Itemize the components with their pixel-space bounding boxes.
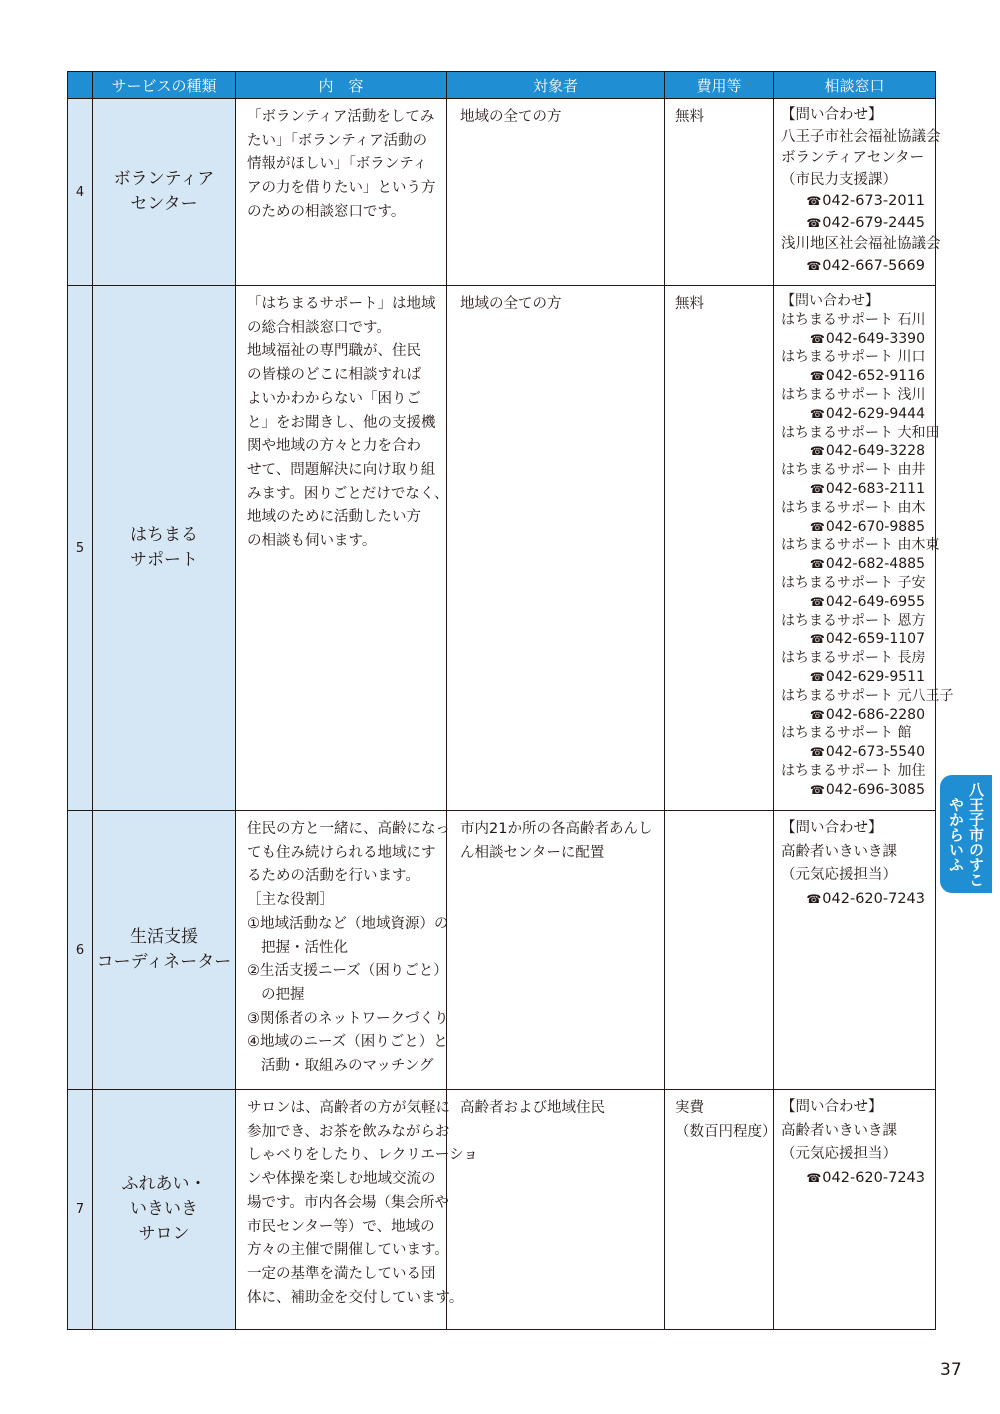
row-number: 4	[68, 99, 93, 286]
cost-line: （数百円程度）	[675, 1123, 777, 1140]
contact-phone	[781, 256, 927, 278]
contact-name: はちまるサポート 大和田	[781, 424, 940, 441]
table-row	[68, 286, 936, 811]
service-cost	[665, 286, 774, 811]
phone-icon: ☎	[809, 519, 825, 534]
phone-icon: ☎	[809, 369, 825, 384]
page-number: 37	[940, 1360, 962, 1380]
table-row	[68, 99, 936, 286]
phone-number: 042-667-5669	[822, 257, 925, 274]
content-line: 情報がほしい」「ボランティ	[247, 156, 428, 173]
phone-number: 042-620-7243	[822, 891, 925, 908]
contact-name: はちまるサポート 加住	[781, 762, 926, 779]
phone-number: 042-620-7243	[822, 1170, 925, 1187]
phone-number: 042-649-3390	[825, 330, 925, 347]
phone-icon: ☎	[809, 481, 825, 496]
service-content	[236, 286, 447, 811]
contact-name: （元気応援担当）	[781, 1146, 897, 1163]
service-contact	[774, 99, 941, 286]
phone-icon: ☎	[806, 215, 822, 230]
content-line: ［主な役割］	[247, 892, 334, 909]
content-line: ④地域のニーズ（困りごと）と	[247, 1034, 448, 1051]
content-line: ンや体操を楽しむ地域交流の	[247, 1171, 436, 1188]
service-name-line: ボランティア	[113, 169, 215, 189]
service-contact	[774, 286, 954, 811]
phone-icon: ☎	[809, 632, 825, 647]
contact-phone	[781, 593, 927, 612]
contact-name: 八王子市社会福祉協議会	[781, 128, 941, 145]
content-line: 方々の主催で開催しています。	[247, 1242, 449, 1259]
content-line: 一定の基準を満たしている団	[247, 1265, 436, 1282]
contact-name: 浅川地区社会福祉協議会	[781, 236, 941, 252]
contact-phone	[781, 555, 927, 574]
contact-name: 高齢者いきいき課	[781, 843, 897, 860]
content-line: るための活動を行います。	[247, 868, 420, 885]
content-line: ても住み続けられる地域にす	[247, 844, 436, 861]
contact-name: はちまるサポート 川口	[781, 349, 926, 366]
service-contact	[774, 1090, 936, 1330]
contact-name: はちまるサポート 由木	[781, 499, 926, 516]
contact-heading: 【問い合わせ】	[781, 107, 883, 123]
service-target	[447, 99, 665, 286]
service-name	[93, 286, 236, 811]
content-line: の相談も伺います。	[247, 533, 377, 550]
phone-number: 042-696-3085	[825, 781, 925, 798]
content-line: 体に、補助金を交付しています。	[247, 1289, 464, 1306]
content-line: 活動・取組みのマッチング	[261, 1058, 434, 1075]
contact-name: 高齢者いきいき課	[781, 1122, 897, 1139]
contact-heading: 【問い合わせ】	[781, 1099, 883, 1115]
content-line: しゃべりをしたり、レクリエーショ	[247, 1147, 478, 1164]
content-line: 地域のために活動したい方	[247, 509, 421, 526]
service-name-line: いきいき	[130, 1199, 198, 1219]
phone-icon: ☎	[809, 669, 825, 684]
service-cost	[665, 811, 774, 1090]
service-name	[93, 99, 236, 286]
service-name-line: サロン	[138, 1224, 190, 1244]
content-line: ②生活支援ニーズ（困りごと）	[247, 963, 448, 980]
services-table	[67, 71, 954, 1330]
phone-number: 042-673-5540	[825, 744, 925, 761]
content-line: 場です。市内各会場（集会所や	[247, 1194, 449, 1211]
phone-number: 042-673-2011	[822, 193, 925, 209]
contact-heading: 【問い合わせ】	[781, 293, 879, 309]
service-name	[93, 811, 236, 1090]
phone-icon: ☎	[809, 406, 825, 421]
content-line: ③関係者のネットワークづくり	[247, 1010, 449, 1027]
cost-line: 無料	[675, 109, 704, 125]
target-line: 地域の全ての方	[460, 296, 562, 312]
phone-icon: ☎	[806, 892, 822, 907]
content-line: アの力を借りたい」という方	[247, 180, 436, 197]
content-line: の皆様のどこに相談すれば	[247, 367, 421, 384]
contact-phone	[781, 330, 927, 349]
phone-number: 042-670-9885	[825, 518, 925, 535]
phone-icon: ☎	[809, 745, 825, 760]
contact-phone	[781, 405, 927, 424]
contact-phone	[781, 668, 927, 687]
contact-name: はちまるサポート 恩方	[781, 612, 926, 629]
contact-name: はちまるサポート 子安	[781, 574, 926, 591]
content-line: 把握・活性化	[261, 939, 348, 956]
table-header	[68, 72, 936, 99]
contact-name: はちまるサポート 由井	[781, 462, 926, 479]
phone-icon: ☎	[806, 1171, 822, 1186]
content-line: の把握	[261, 986, 305, 1003]
contact-phone	[781, 367, 927, 386]
service-target	[447, 811, 665, 1090]
content-line: サロンは、高齢者の方が気軽に	[247, 1100, 450, 1116]
phone-icon: ☎	[806, 258, 822, 273]
header-service-type: サービスの種類	[93, 72, 236, 99]
contact-name: （市民力支援課）	[781, 171, 897, 188]
contact-name: はちまるサポート 由木東	[781, 537, 940, 554]
table-body	[68, 99, 954, 1330]
phone-icon: ☎	[809, 557, 825, 572]
header-contact: 相談窓口	[774, 72, 936, 99]
contact-name: （元気応援担当）	[781, 867, 897, 884]
header-content: 内 容	[236, 72, 447, 99]
content-line: たい」「ボランティア活動の	[247, 132, 428, 149]
service-name-line: コーディネーター	[96, 952, 232, 972]
phone-number: 042-683-2111	[825, 480, 925, 497]
target-line: ん相談センターに配置	[460, 844, 605, 861]
phone-number: 042-649-3228	[825, 443, 925, 460]
content-line: 「はちまるサポート」は地域	[247, 296, 436, 312]
phone-number: 042-629-9511	[825, 668, 925, 685]
contact-phone	[781, 1167, 927, 1191]
content-line: 地域福祉の専門職が、住民	[247, 343, 421, 360]
service-name-line: センター	[130, 194, 198, 214]
service-contact	[774, 811, 936, 1090]
content-line: 「ボランティア活動をしてみ	[247, 109, 435, 125]
contact-phone	[781, 781, 927, 800]
contact-phone	[781, 888, 927, 912]
phone-number: 042-652-9116	[825, 368, 925, 385]
contact-phone	[781, 743, 927, 762]
contact-phone	[781, 442, 927, 461]
phone-icon: ☎	[809, 707, 825, 722]
header-number	[68, 72, 93, 99]
contact-name: はちまるサポート 館	[781, 725, 912, 742]
contact-heading: 【問い合わせ】	[781, 820, 883, 836]
content-line: のための相談窓口です。	[247, 203, 406, 220]
service-target	[447, 286, 665, 811]
content-line: せて、問題解決に向け取り組	[247, 461, 436, 478]
service-content	[236, 1090, 478, 1330]
service-name-line: サポート	[130, 550, 198, 570]
content-line: ①地域活動など（地域資源）の	[247, 915, 449, 932]
target-line: 市内21か所の各高齢者あんし	[460, 821, 653, 837]
table-row	[68, 811, 936, 1090]
phone-icon: ☎	[809, 331, 825, 346]
contact-name: はちまるサポート 長房	[781, 650, 926, 667]
contact-phone	[781, 191, 927, 213]
contact-phone	[781, 706, 927, 725]
content-line: 市民センター等）で、地域の	[247, 1218, 435, 1235]
phone-number: 042-649-6955	[825, 593, 925, 610]
service-name-line: ふれあい・	[121, 1174, 207, 1194]
content-line: みます。困りごとだけでなく、	[247, 485, 449, 502]
content-line: よいかわからない「困りご	[247, 390, 421, 407]
service-content	[236, 99, 447, 286]
content-line: と」をお聞きし、他の支援機	[247, 414, 436, 431]
header-cost: 費用等	[665, 72, 774, 99]
cost-line: 実費	[675, 1100, 704, 1116]
content-line: の総合相談窓口です。	[247, 319, 391, 336]
contact-name: はちまるサポート 元八王子	[781, 687, 954, 704]
cost-line: 無料	[675, 296, 704, 312]
target-line: 高齢者および地域住民	[460, 1100, 605, 1116]
row-number: 6	[68, 811, 93, 1090]
content-line: 住民の方と一緒に、高齢になっ	[247, 821, 450, 837]
service-cost	[665, 1090, 777, 1330]
phone-icon: ☎	[809, 782, 825, 797]
phone-number: 042-679-2445	[822, 214, 925, 231]
contact-name: ボランティアセンター	[781, 150, 925, 166]
content-line: 参加でき、お茶を飲みながらお	[247, 1123, 450, 1140]
row-number: 7	[68, 1090, 93, 1330]
content-line: 関や地域の方々と力を合わ	[247, 438, 421, 455]
row-number: 5	[68, 286, 93, 811]
service-name-line: 生活支援	[130, 927, 198, 947]
phone-icon: ☎	[809, 444, 825, 459]
table-row	[68, 1090, 936, 1330]
contact-name: はちまるサポート 浅川	[781, 386, 926, 403]
side-tab: 八王子市のすこやからいふ	[940, 775, 992, 893]
service-cost	[665, 99, 774, 286]
contact-phone	[781, 480, 927, 499]
header-target: 対象者	[447, 72, 665, 99]
phone-icon: ☎	[809, 594, 825, 609]
phone-number: 042-659-1107	[825, 631, 925, 648]
service-content	[236, 811, 450, 1090]
service-name-line: はちまる	[130, 525, 198, 545]
contact-name: はちまるサポート 石川	[781, 311, 926, 328]
target-line: 地域の全ての方	[460, 109, 562, 125]
contact-phone	[781, 213, 927, 235]
contact-phone	[781, 518, 927, 537]
phone-icon: ☎	[806, 194, 822, 208]
service-target	[447, 1090, 665, 1330]
phone-number: 042-682-4885	[825, 556, 925, 573]
phone-number: 042-629-9444	[825, 405, 925, 422]
phone-number: 042-686-2280	[825, 706, 925, 723]
service-name	[93, 1090, 236, 1330]
contact-phone	[781, 630, 927, 649]
